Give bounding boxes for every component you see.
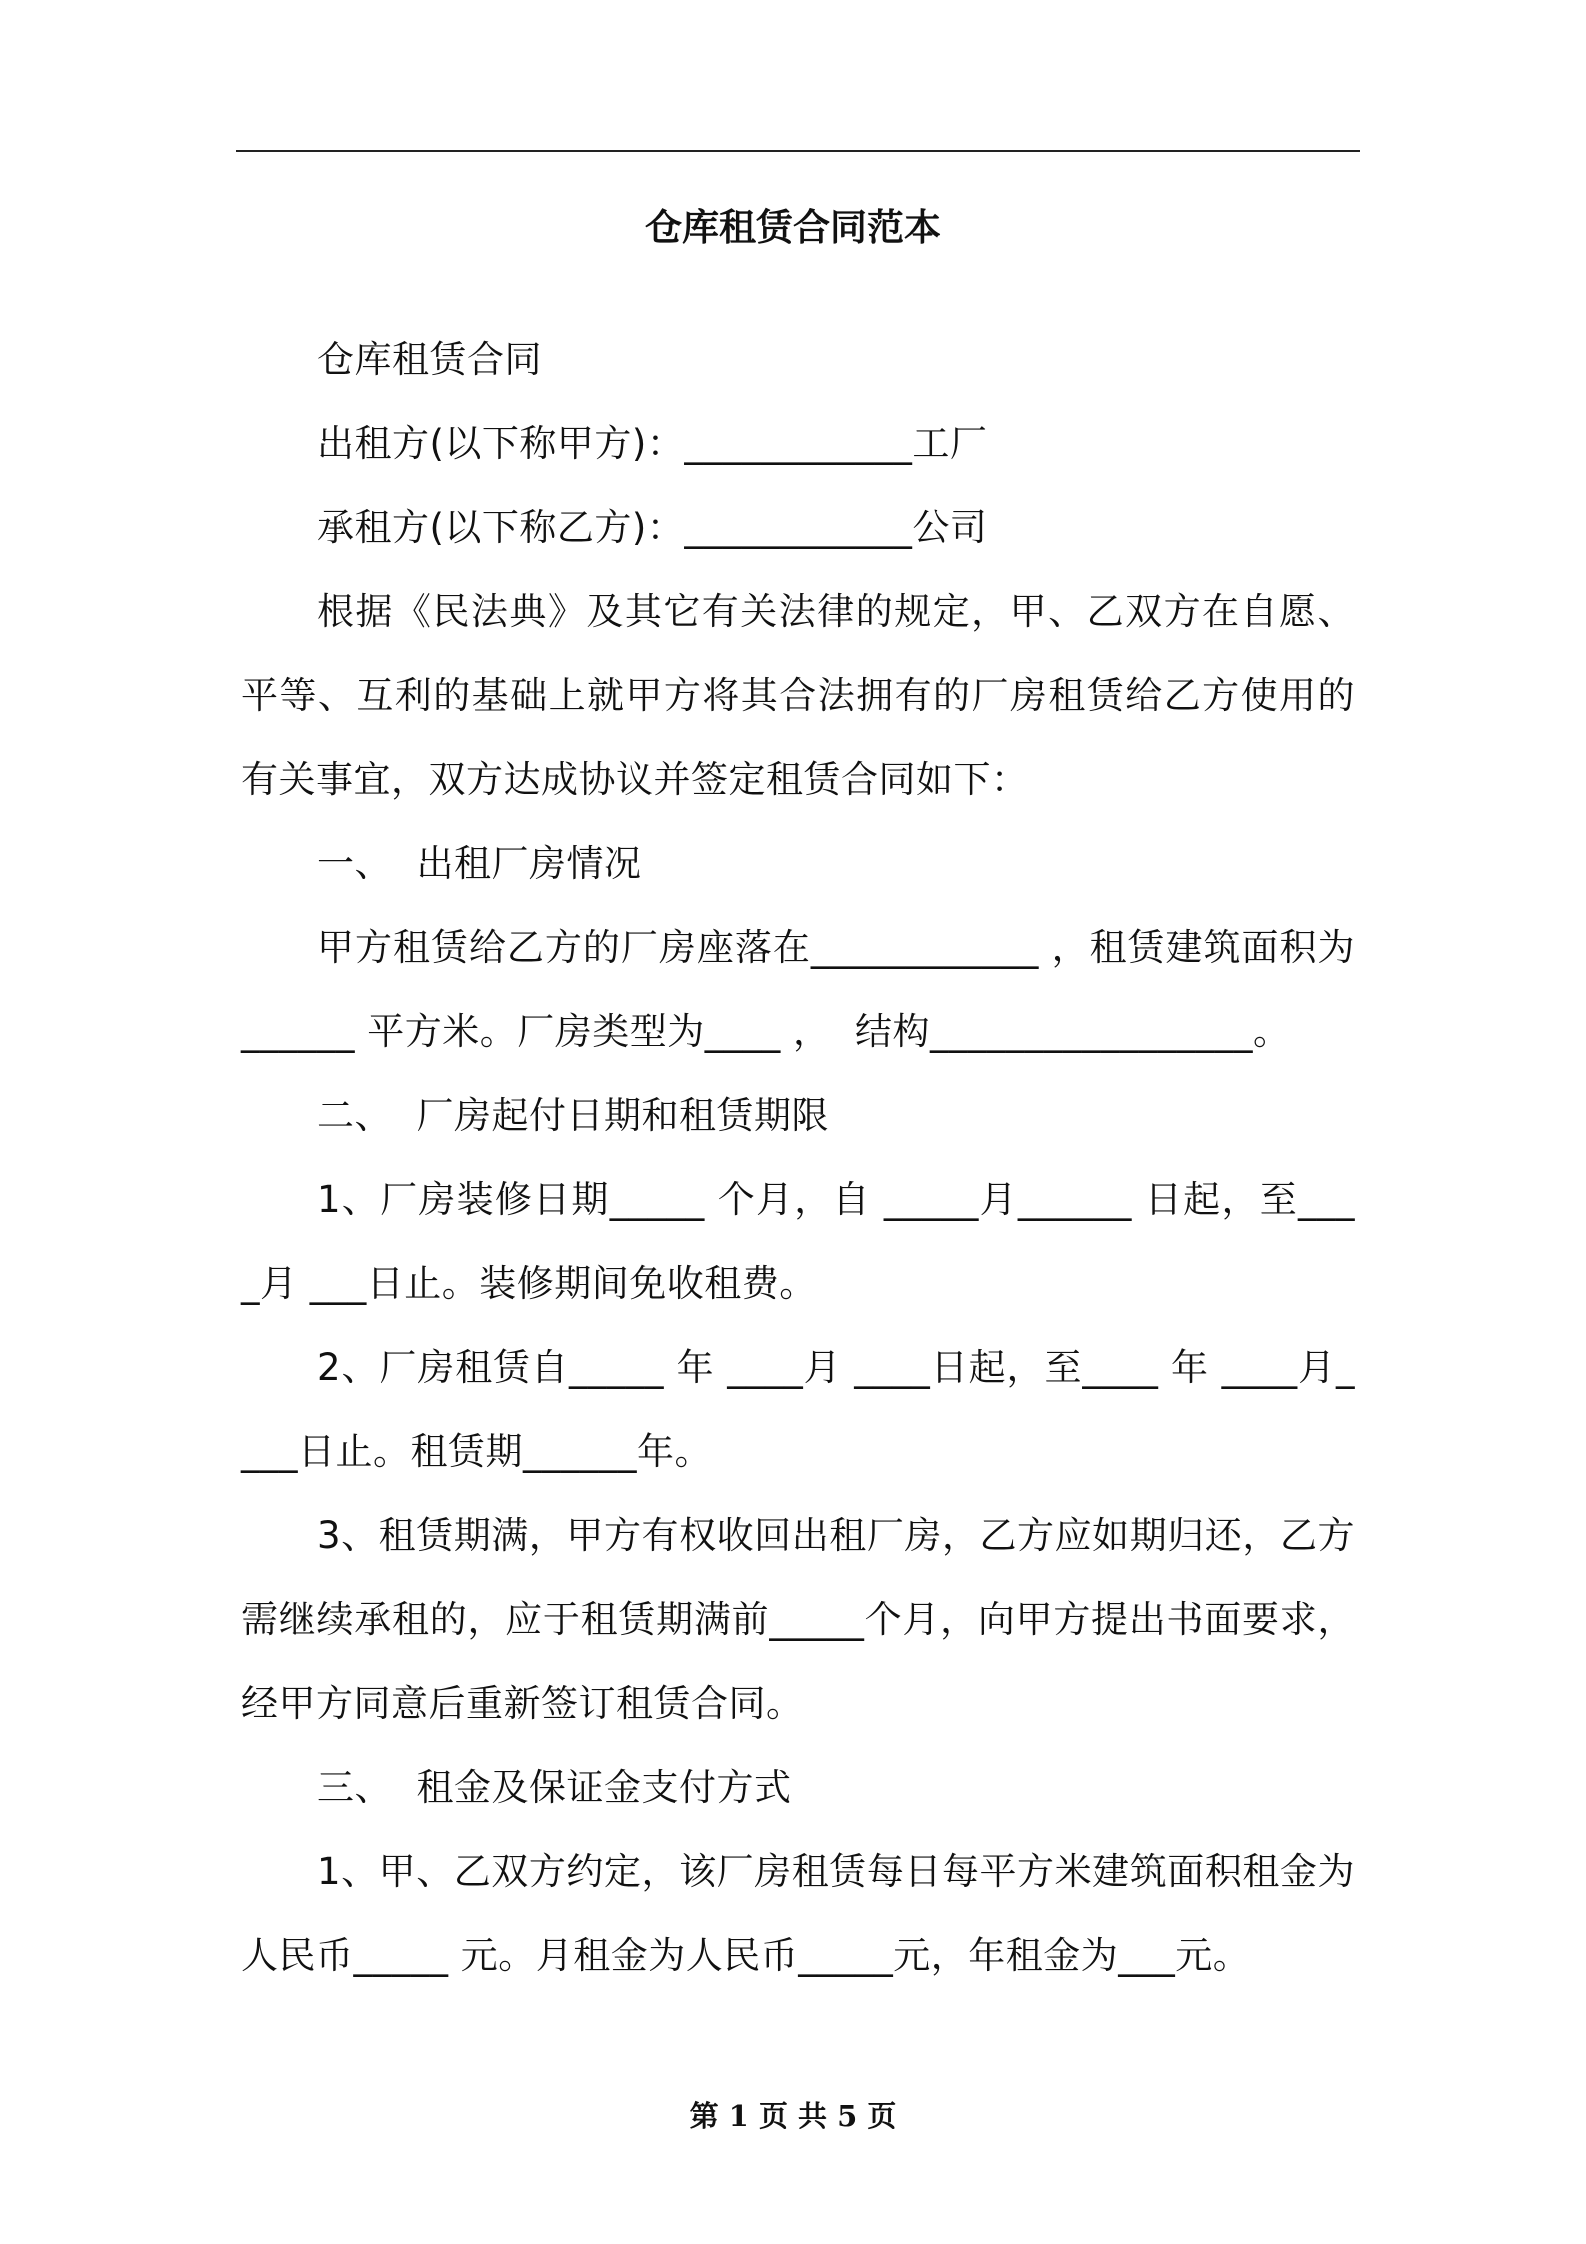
preamble-paragraph: 根据《民法典》及其它有关法律的规定，甲、乙双方在自愿、平等、互利的基础上就甲方将其合法拥有的厂房租赁给乙方使用的有关事宜，双方达成协议并签定租赁合同如下：	[241, 590, 1355, 801]
header-rule	[236, 150, 1360, 152]
lessor-line: 出租方(以下称甲方)：____________工厂	[317, 422, 988, 465]
contract-heading: 仓库租赁合同	[317, 338, 542, 381]
clause-paragraph: 1、厂房装修日期_____ 个月，自 _____月______ 日起，至____月 ___日止。装修期间免收租费。	[241, 1178, 1355, 1305]
section-heading-1: 一、 出租厂房情况	[317, 842, 642, 885]
clause-paragraph: 3、租赁期满，甲方有权收回出租厂房，乙方应如期归还，乙方需继续承租的，应于租赁期满前_____个月，向甲方提出书面要求，经甲方同意后重新签订租赁合同。	[241, 1514, 1355, 1725]
clause-paragraph: 2、厂房租赁自_____ 年 ____月 ____日起，至____ 年 ____月____日止。租赁期______年。	[241, 1346, 1355, 1473]
document-title: 仓库租赁合同范本	[645, 206, 941, 249]
lessee-line: 承租方(以下称乙方)：____________公司	[317, 506, 988, 549]
clause-paragraph: 1、甲、乙双方约定，该厂房租赁每日每平方米建筑面积租金为人民币_____ 元。月租金为人民币_____元，年租金为___元。	[241, 1850, 1355, 1977]
section-heading-2: 二、 厂房起付日期和租赁期限	[317, 1094, 830, 1137]
section-heading-3: 三、 租金及保证金支付方式	[317, 1766, 792, 1809]
document-body	[241, 318, 1355, 1998]
page-number-footer: 第 1 页 共 5 页	[689, 2099, 897, 2133]
clause-paragraph: 甲方租赁给乙方的厂房座落在____________ ，租赁建筑面积为______ 平方米。厂房类型为____ ， 结构_________________。	[241, 926, 1355, 1053]
